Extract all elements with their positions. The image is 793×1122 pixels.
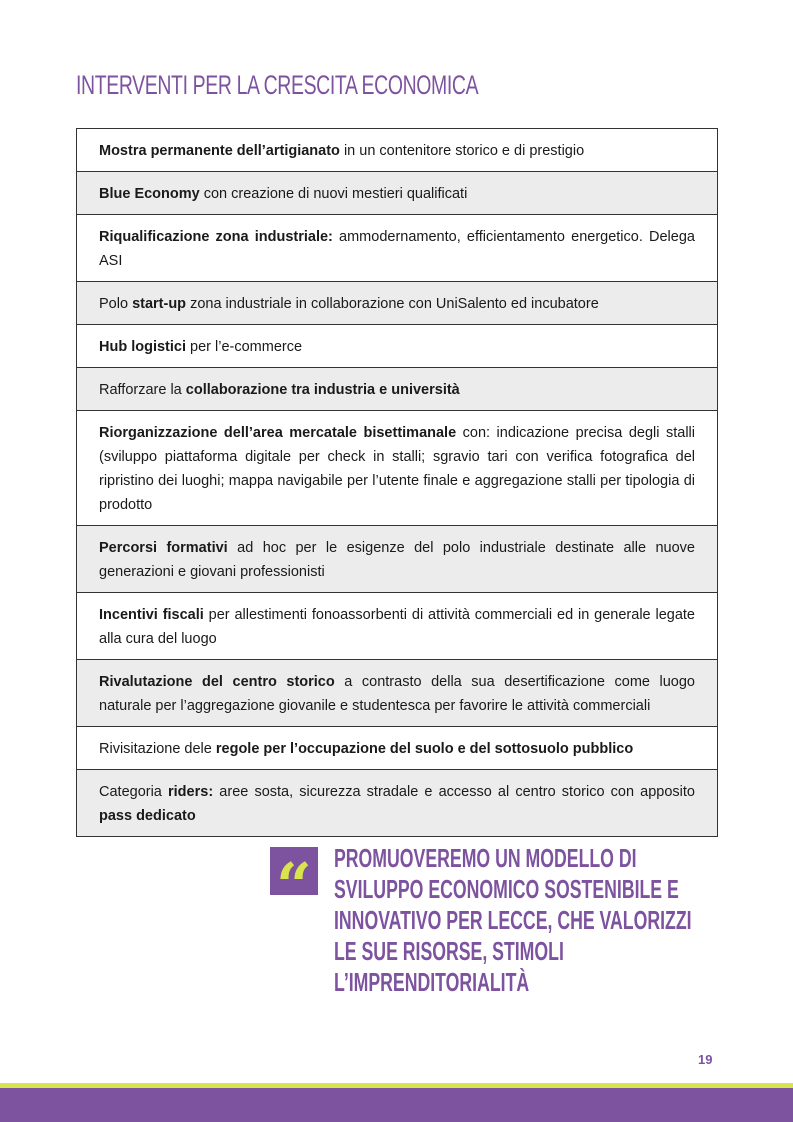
row-text: Rafforzare la	[99, 382, 186, 398]
row-highlight: riders:	[168, 784, 214, 800]
row-highlight: Blue Economy	[99, 186, 200, 202]
table-row	[77, 282, 717, 325]
table-row	[77, 129, 717, 172]
table-row	[77, 593, 717, 660]
row-text: per l’e-commerce	[186, 339, 303, 355]
row-highlight: Incentivi fiscali	[99, 607, 204, 623]
row-text: Polo	[99, 296, 133, 312]
row-text: a contrasto della sua desertificazione come luogo naturale per l’aggregazione giovanile e studentesca per favorire le attività commerciali	[99, 674, 695, 714]
row-highlight: Hub logistici	[99, 339, 186, 355]
table-row	[77, 526, 717, 593]
row-text: ad hoc per le esigenze del polo industriale destinate alle nuove generazioni e giovani professionisti	[99, 540, 695, 580]
row-highlight: pass dedicato	[99, 808, 196, 824]
row-highlight: Mostra permanente dell’artigianato	[99, 143, 340, 159]
row-text: aree sosta, sicurezza stradale e accesso al centro storico con apposito	[213, 784, 695, 800]
interventions-table	[76, 128, 718, 837]
quote-text: PROMUOVEREMO UN MODELLO DI SVILUPPO ECONOMICO SOSTENIBILE E INNOVATIVO PER LECCE, CHE VALORIZZI LE SUE RISORSE, STIMOLI L’IMPRENDITORIALITÀ	[334, 843, 692, 997]
row-text: per allestimenti fonoassorbenti di attività commerciali ed in generale legate alla cura del luogo	[99, 607, 695, 647]
row-highlight: Riqualificazione zona industriale:	[99, 229, 333, 245]
row-highlight: Rivalutazione del centro storico	[99, 674, 335, 690]
section-title: INTERVENTI PER LA CRESCITA ECONOMICA	[76, 70, 479, 100]
table-row	[77, 368, 717, 411]
row-text: con: indicazione precisa degli stalli (sviluppo piattaforma digitale per check in stalli; sgravio tari con verifica fotografica del ripristino dei luoghi; mappa navigabile per l’utente finale e aggregazione stalli per tipologia di prodotto	[99, 425, 695, 513]
quote-mark-icon: “	[270, 847, 318, 895]
row-highlight: collaborazione tra industria e università	[185, 382, 460, 398]
row-text: Categoria	[99, 784, 169, 800]
row-text: in un contenitore storico e di prestigio	[339, 143, 585, 159]
table-row	[77, 770, 717, 836]
row-highlight: regole per l’occupazione del suolo e del sottosuolo pubblico	[215, 741, 634, 757]
table-row	[77, 411, 717, 526]
row-text: ammodernamento, efficientamento energetico. Delega ASI	[99, 229, 695, 269]
row-highlight: Riorganizzazione dell’area mercatale bisettimanale	[99, 425, 457, 441]
row-text: zona industriale in collaborazione con UniSalento ed incubatore	[186, 296, 599, 312]
row-highlight: Percorsi formativi	[99, 540, 228, 556]
footer-band	[0, 1088, 793, 1122]
table-row	[77, 325, 717, 368]
table-row	[77, 727, 717, 770]
row-text: con creazione di nuovi mestieri qualificati	[199, 186, 468, 202]
table-row	[77, 215, 717, 282]
table-row	[77, 660, 717, 727]
row-highlight: start-up	[132, 296, 187, 312]
row-text: Rivisitazione dele	[99, 741, 216, 757]
table-row	[77, 172, 717, 215]
page-number: 19	[698, 1052, 713, 1067]
